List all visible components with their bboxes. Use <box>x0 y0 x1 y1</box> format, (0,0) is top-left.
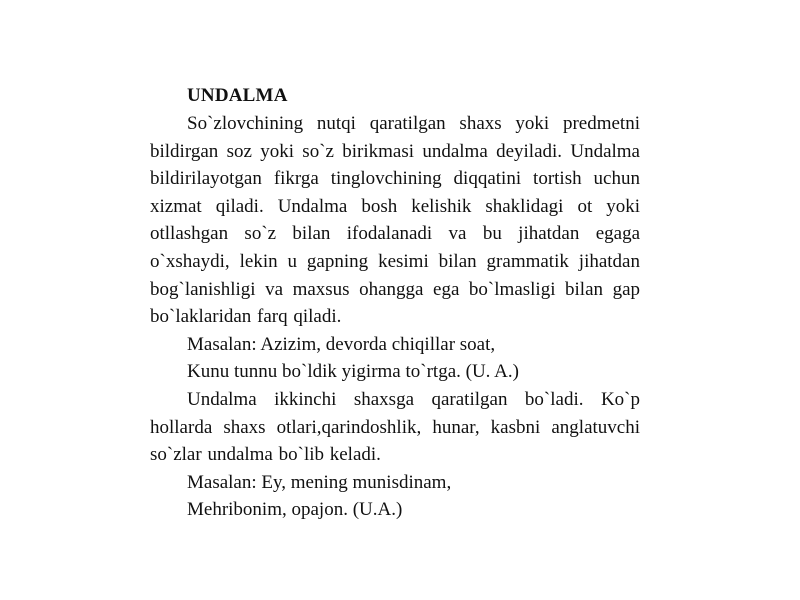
example-1-line-1: Masalan: Azizim, devorda chiqillar soat, <box>187 333 496 355</box>
paragraph-definition: So`zlovchining nutqi qaratilgan shaxs yoki predmetni bildirgan soz yoki so`z birikmasi undalma deyiladi. Undalma bildirilayotgan fikrga tinglovchining diqqatini tortish uchun xizmat qiladi. Undalma bosh kelishik shaklidagi ot yoki otllashgan so`z bilan ifodalanadi va bu jihatdan egaga o`xshaydi, lekin u gapning kesimi bilan grammatik jihatdan bog`lanishligi va maxsus ohangga ega bo`lmasligi bilan gap bo`laklaridan farq qiladi. <box>150 113 640 328</box>
document-title: UNDALMA <box>187 85 288 106</box>
document-page <box>150 82 640 522</box>
paragraph-usage: Undalma ikkinchi shaxsga qaratilgan bo`ladi. Ko`p hollarda shaxs otlari,qarindoshlik, hunar, kasbni anglatuvchi so`zlar undalma bo`lib keladi. <box>150 388 640 466</box>
example-2-line-2: Mehribonim, opajon. (U.A.) <box>187 499 403 521</box>
example-2-line-1: Masalan: Ey, mening munisdinam, <box>187 471 452 493</box>
example-1-line-2: Kunu tunnu bo`ldik yigirma to`rtga. (U. A.) <box>187 361 519 383</box>
